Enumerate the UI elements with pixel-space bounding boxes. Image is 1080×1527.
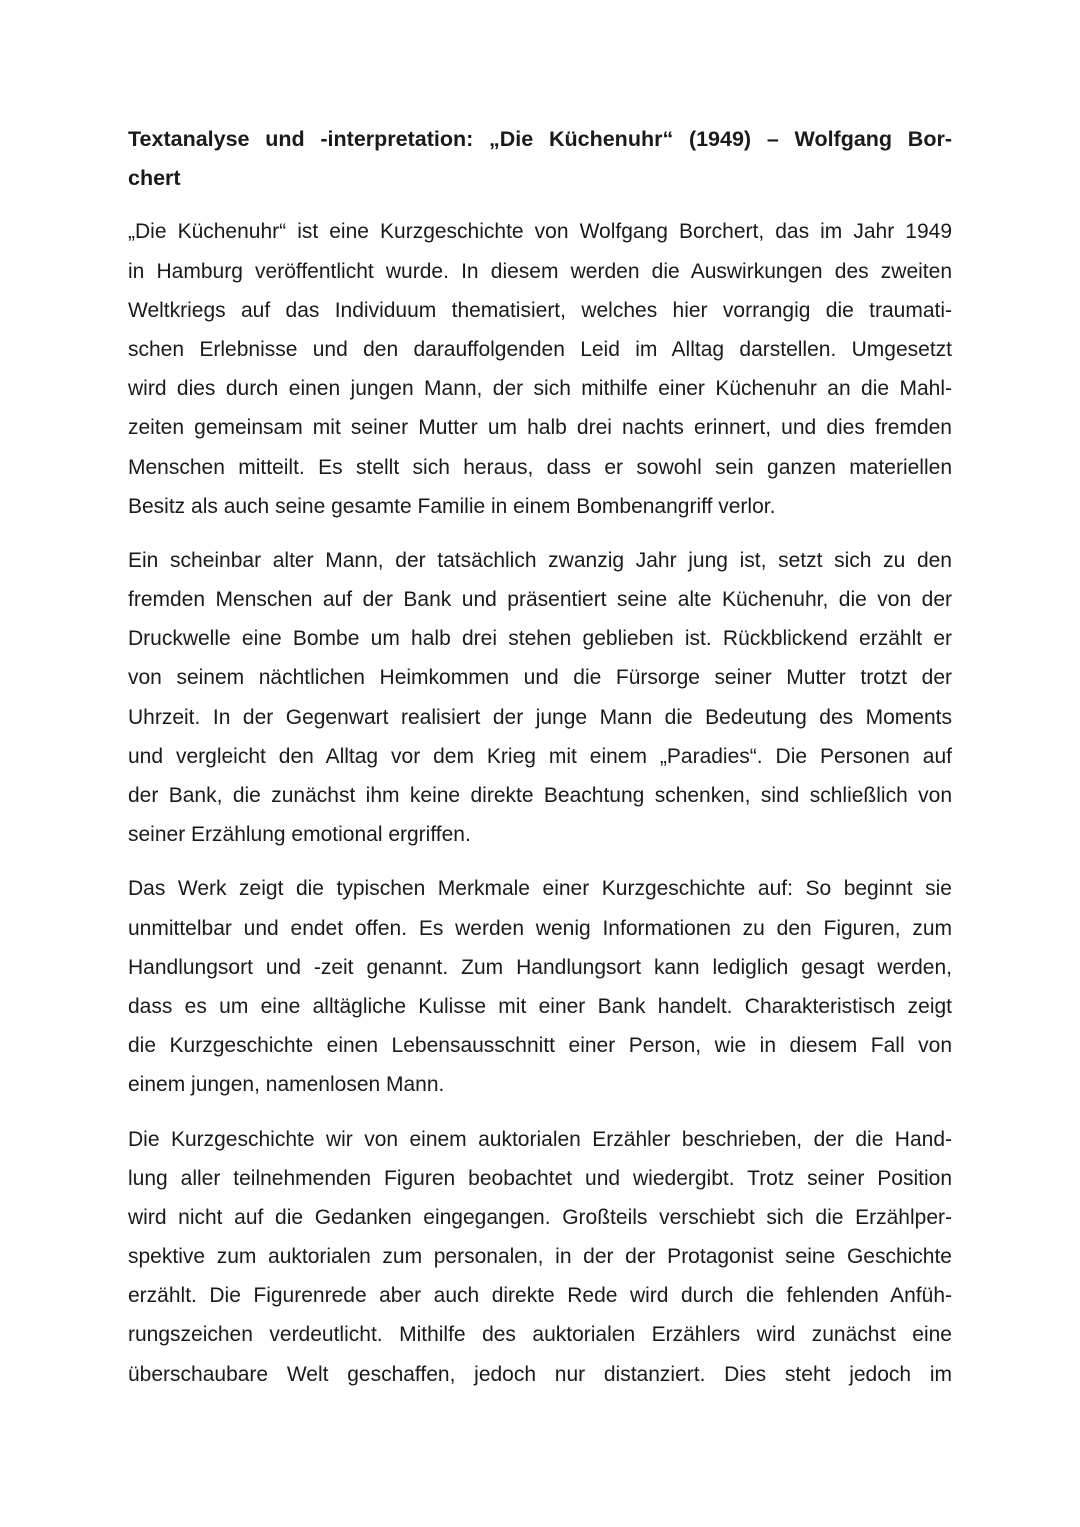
document-title — [128, 120, 952, 198]
text-line: wird nicht auf die Gedanken eingegangen. Großteils verschiebt sich die Erzählper- — [128, 1205, 952, 1229]
paragraph-1 — [128, 212, 952, 526]
text-line: Besitz als auch seine gesamte Familie in einem Bombenangriff verlor. — [128, 494, 776, 518]
document-page — [128, 120, 952, 1394]
paragraph-2 — [128, 541, 952, 855]
text-line: zeiten gemeinsam mit seiner Mutter um halb drei nachts erinnert, und dies fremden — [128, 416, 952, 440]
text-line: in Hamburg veröffentlicht wurde. In diesem werden die Auswirkungen des zweiten — [128, 259, 952, 283]
text-line: seiner Erzählung emotional ergriffen. — [128, 823, 471, 847]
text-line: rungszeichen verdeutlicht. Mithilfe des auktorialen Erzählers wird zunächst eine — [128, 1323, 952, 1347]
text-line: schen Erlebnisse und den darauffolgenden Leid im Alltag darstellen. Umgesetzt — [128, 337, 952, 361]
title-line: Textanalyse und -interpretation: „Die Küchenuhr“ (1949) – Wolfgang Bor- — [128, 127, 952, 151]
text-line: fremden Menschen auf der Bank und präsentiert seine alte Küchenuhr, die von der — [128, 588, 952, 612]
text-line: Ein scheinbar alter Mann, der tatsächlich zwanzig Jahr jung ist, setzt sich zu den — [128, 548, 952, 572]
paragraph-3 — [128, 869, 952, 1104]
text-line: „Die Küchenuhr“ ist eine Kurzgeschichte von Wolfgang Borchert, das im Jahr 1949 — [128, 220, 952, 244]
text-line: Menschen mitteilt. Es stellt sich heraus, dass er sowohl sein ganzen materiellen — [128, 455, 952, 479]
text-line: Uhrzeit. In der Gegenwart realisiert der junge Mann die Bedeutung des Moments — [128, 705, 952, 729]
text-line: überschaubare Welt geschaffen, jedoch nur distanziert. Dies steht jedoch im — [128, 1362, 952, 1386]
text-line: Handlungsort und -zeit genannt. Zum Handlungsort kann lediglich gesagt werden, — [128, 955, 952, 979]
paragraph-4 — [128, 1120, 952, 1394]
text-line: der Bank, die zunächst ihm keine direkte Beachtung schenken, sind schließlich von — [128, 784, 952, 807]
text-line: einem jungen, namenlosen Mann. — [128, 1073, 445, 1097]
text-line: und vergleicht den Alltag vor dem Krieg mit einem „Paradies“. Die Personen auf — [128, 744, 952, 768]
text-line: die Kurzgeschichte einen Lebensausschnitt einer Person, wie in diesem Fall von — [128, 1034, 952, 1058]
text-line: unmittelbar und endet offen. Es werden wenig Informationen zu den Figuren, zum — [128, 916, 952, 940]
text-line: wird dies durch einen jungen Mann, der sich mithilfe einer Küchenuhr an die Mahl- — [128, 377, 952, 401]
text-line: Die Kurzgeschichte wir von einem auktorialen Erzähler beschrieben, der die Hand- — [128, 1127, 952, 1151]
text-line: Das Werk zeigt die typischen Merkmale einer Kurzgeschichte auf: So beginnt sie — [128, 877, 952, 901]
text-line: dass es um eine alltägliche Kulisse mit einer Bank handelt. Charakteristisch zeigt — [128, 994, 952, 1018]
text-line: lung aller teilnehmenden Figuren beobachtet und wiedergibt. Trotz seiner Position — [128, 1166, 952, 1190]
text-line: Weltkriegs auf das Individuum thematisiert, welches hier vorrangig die traumati- — [128, 298, 952, 322]
text-line: von seinem nächtlichen Heimkommen und die Fürsorge seiner Mutter trotzt der — [128, 666, 952, 690]
text-line: spektive zum auktorialen zum personalen, in der der Protagonist seine Geschichte — [128, 1245, 952, 1269]
text-line: erzählt. Die Figurenrede aber auch direkte Rede wird durch die fehlenden Anfüh- — [128, 1284, 952, 1308]
text-line: Druckwelle eine Bombe um halb drei stehen geblieben ist. Rückblickend erzählt er — [128, 627, 952, 651]
title-line: chert — [128, 166, 181, 191]
